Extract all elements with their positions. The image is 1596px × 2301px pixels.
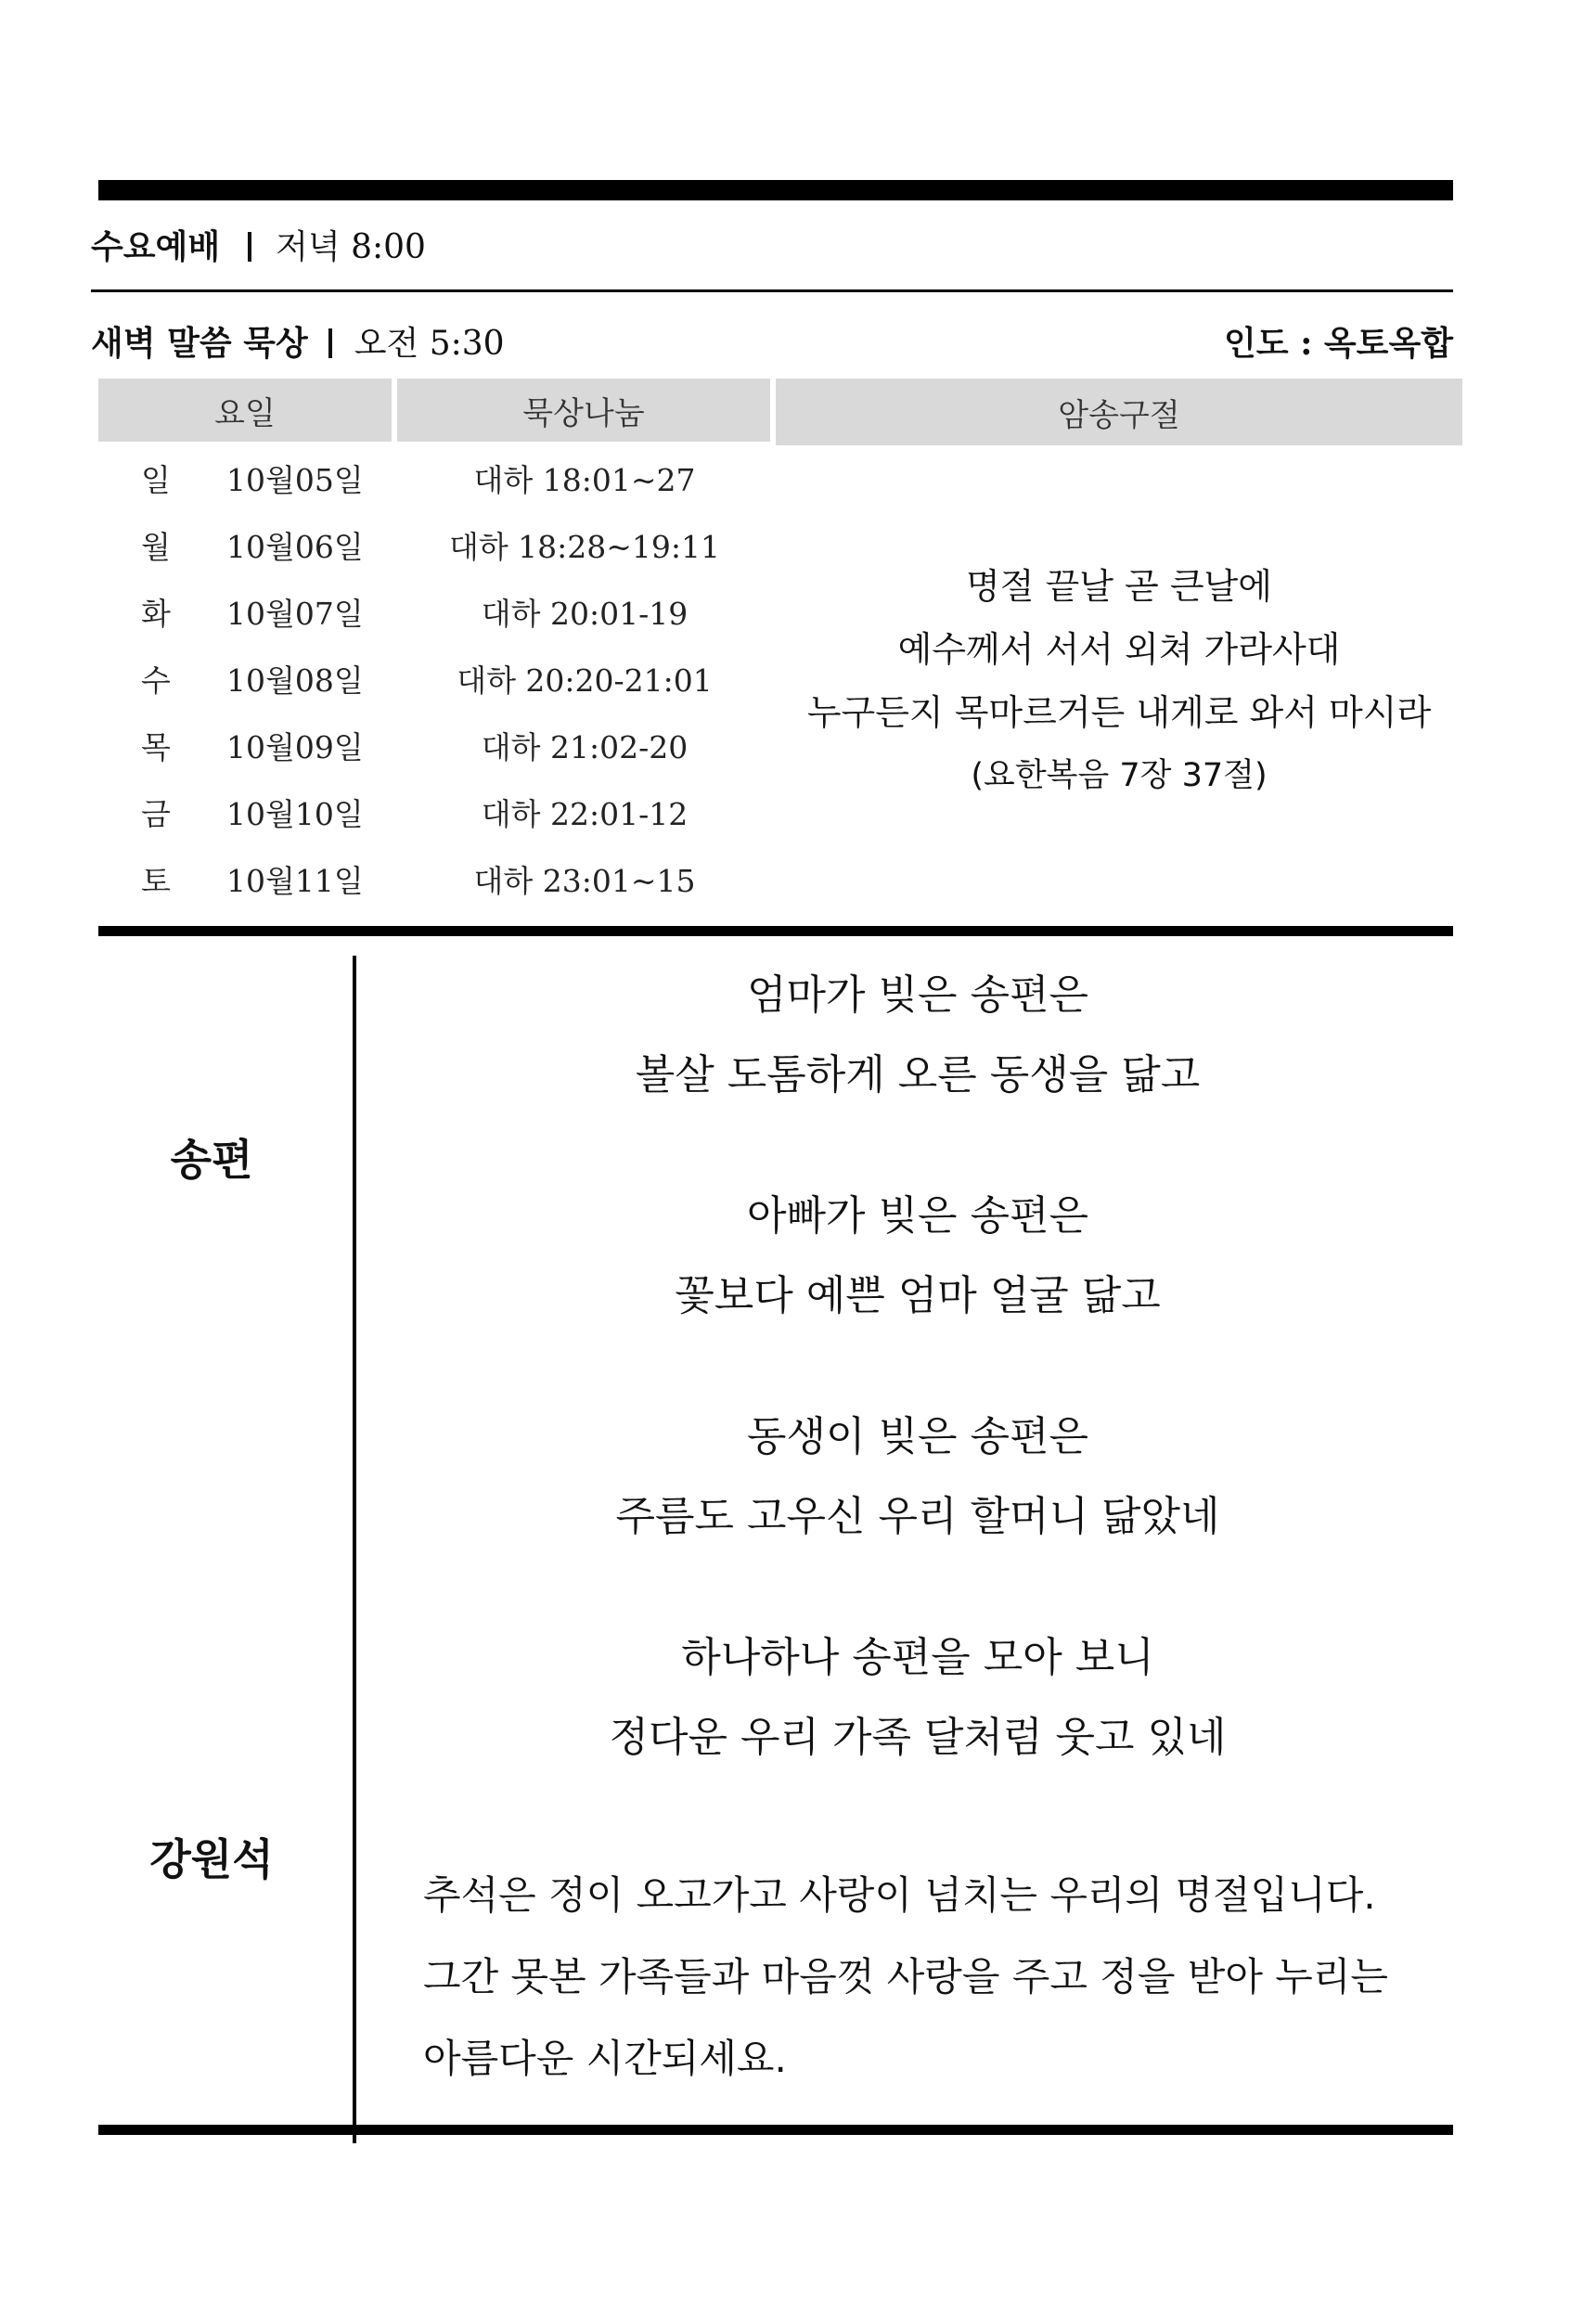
verse-reference: (요한복음 7장 37절) (971, 757, 1268, 794)
poem-line: 동생이 빚은 송편은 (746, 1413, 1088, 1460)
row-day: 화 (141, 596, 171, 632)
row-day: 금 (141, 796, 171, 832)
bottom-thick-rule (98, 2125, 1453, 2135)
verse-line: 누구든지 목마르거든 내게로 와서 마시라 (806, 692, 1432, 733)
header-memory: 암송구절 (776, 379, 1462, 445)
poem-line: 정다운 우리 가족 달처럼 웃고 있네 (609, 1714, 1227, 1761)
row-day: 일 (141, 462, 171, 498)
dawn-time: 오전 5:30 (354, 325, 505, 363)
separator (328, 328, 332, 358)
row-date: 10월08일 (226, 662, 364, 699)
separator (248, 232, 251, 262)
row-passage: 대하 23:01~15 (473, 863, 696, 899)
poem-line: 볼살 도톰하게 오른 동생을 닮고 (635, 1051, 1201, 1099)
row-passage: 대하 18:28~19:11 (448, 529, 721, 565)
poem-line: 엄마가 빚은 송편은 (746, 971, 1088, 1019)
row-passage: 대하 20:01-19 (481, 596, 689, 632)
row-day: 수 (141, 662, 171, 699)
dawn-label: 새벽 말씀 묵상 (91, 324, 308, 363)
row-date: 10월07일 (226, 596, 364, 632)
wednesday-label: 수요예배 (91, 227, 221, 266)
row-date: 10월10일 (226, 796, 364, 832)
verse-line: 명절 끝날 곧 큰날에 (966, 566, 1272, 607)
row-passage: 대하 21:02-20 (481, 729, 689, 765)
message-line: 아름다운 시간되세요. (423, 2036, 787, 2081)
row-date: 10월06일 (226, 529, 364, 565)
poem-author: 강원석 (149, 1834, 274, 1884)
leader: 인도 : 옥토옥합 (1223, 324, 1453, 363)
wednesday-time: 저녁 8:00 (276, 228, 426, 266)
row-day: 토 (141, 863, 171, 899)
header-meditation: 묵상나눔 (397, 379, 770, 442)
row-day: 월 (141, 529, 171, 565)
poem-line: 하나하나 송편을 모아 보니 (681, 1634, 1154, 1681)
poem-title: 송편 (170, 1135, 253, 1185)
message-line: 추석은 정이 오고가고 사랑이 넘치는 우리의 명절입니다. (423, 1872, 1376, 1918)
row-date: 10월09일 (226, 729, 364, 765)
poem-line: 주름도 고우신 우리 할머니 닮았네 (615, 1493, 1220, 1540)
row-passage: 대하 22:01-12 (481, 796, 689, 832)
header-day: 요일 (98, 379, 392, 442)
message-line: 그간 못본 가족들과 마음껏 사랑을 주고 정을 받아 누리는 (423, 1954, 1388, 1999)
verse-line: 예수께서 서서 외쳐 가라사대 (897, 629, 1341, 670)
row-date: 10월11일 (226, 863, 364, 899)
row-date: 10월05일 (226, 462, 364, 498)
poem-line: 아빠가 빚은 송편은 (746, 1192, 1088, 1240)
row-passage: 대하 18:01~27 (473, 462, 696, 498)
row-day: 목 (141, 729, 171, 765)
poem-line: 꽃보다 예쁜 엄마 얼굴 닮고 (675, 1272, 1161, 1319)
row-passage: 대하 20:20-21:01 (457, 662, 713, 699)
